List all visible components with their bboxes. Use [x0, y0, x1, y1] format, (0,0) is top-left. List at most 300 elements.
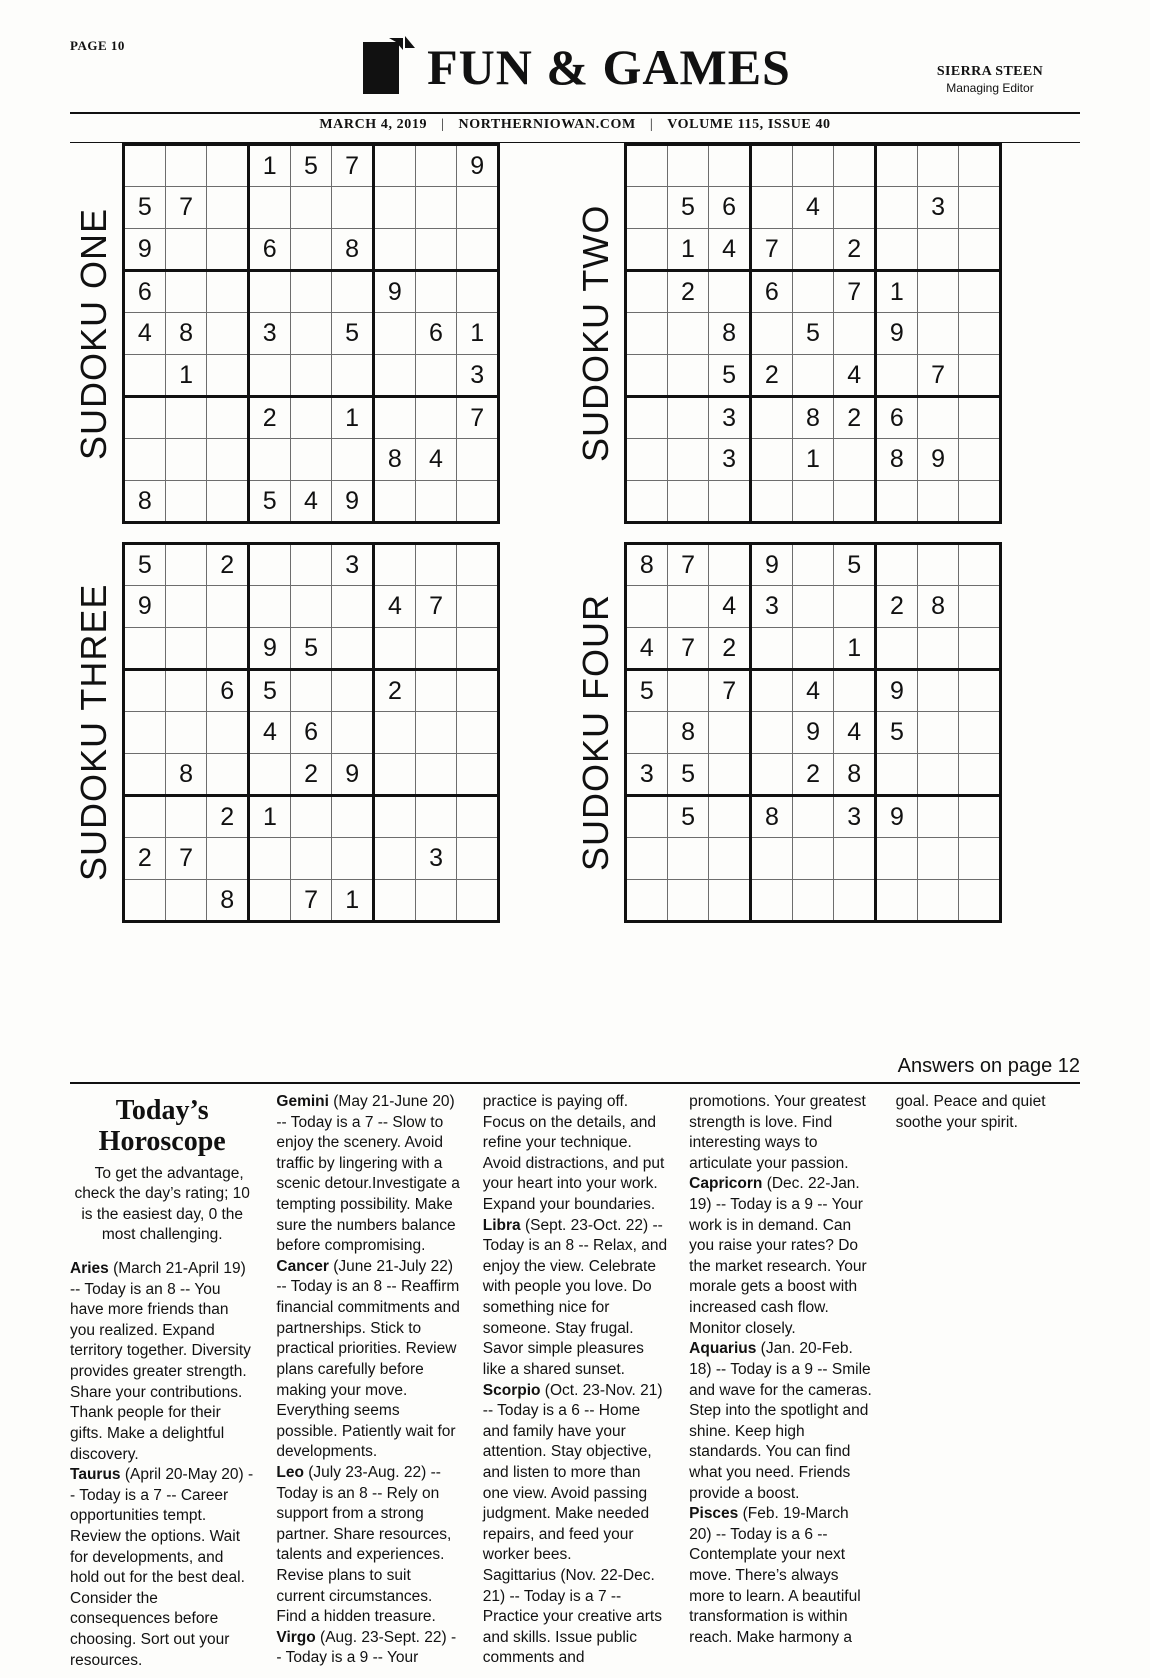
- sudoku-cell[interactable]: 9: [876, 313, 918, 355]
- sudoku-cell[interactable]: 8: [876, 439, 918, 481]
- sudoku-cell[interactable]: 4: [709, 229, 751, 271]
- sudoku-cell[interactable]: [876, 544, 918, 586]
- sudoku-cell[interactable]: 8: [834, 754, 876, 796]
- sudoku-cell[interactable]: 2: [207, 796, 249, 838]
- sudoku-cell[interactable]: [415, 229, 457, 271]
- sudoku-cell[interactable]: 6: [709, 187, 751, 229]
- sudoku-cell[interactable]: 8: [917, 586, 959, 628]
- sudoku-cell[interactable]: 1: [792, 439, 834, 481]
- sudoku-cell[interactable]: [626, 838, 668, 880]
- sudoku-cell[interactable]: [457, 481, 499, 523]
- sudoku-cell[interactable]: 8: [165, 313, 207, 355]
- sudoku-cell[interactable]: [415, 271, 457, 313]
- sudoku-cell[interactable]: 9: [332, 481, 374, 523]
- sudoku-cell[interactable]: 2: [834, 397, 876, 439]
- sudoku-cell[interactable]: [917, 145, 959, 187]
- sudoku-cell[interactable]: [207, 712, 249, 754]
- sudoku-cell[interactable]: [667, 838, 709, 880]
- sudoku-cell[interactable]: [290, 586, 332, 628]
- sudoku-cell[interactable]: [249, 880, 291, 922]
- sudoku-cell[interactable]: 7: [834, 271, 876, 313]
- sudoku-cell[interactable]: [709, 796, 751, 838]
- sudoku-cell[interactable]: [751, 754, 793, 796]
- sudoku-cell[interactable]: [457, 271, 499, 313]
- sudoku-cell[interactable]: 4: [792, 187, 834, 229]
- sudoku-cell[interactable]: [332, 796, 374, 838]
- sudoku-cell[interactable]: 6: [248, 229, 290, 271]
- sudoku-cell[interactable]: [165, 271, 207, 313]
- sudoku-cell[interactable]: [165, 481, 207, 523]
- sudoku-cell[interactable]: [457, 796, 499, 838]
- sudoku-cell[interactable]: [207, 145, 249, 187]
- sudoku-cell[interactable]: [834, 670, 876, 712]
- sudoku-cell[interactable]: [792, 271, 834, 313]
- sudoku-cell[interactable]: [165, 880, 207, 922]
- sudoku-cell[interactable]: 7: [415, 586, 457, 628]
- sudoku-cell[interactable]: [165, 229, 207, 271]
- sudoku-cell[interactable]: 5: [124, 544, 166, 586]
- sudoku-cell[interactable]: 3: [709, 439, 751, 481]
- sudoku-cell[interactable]: 5: [290, 145, 332, 187]
- sudoku-two-grid[interactable]: [624, 143, 1002, 524]
- sudoku-cell[interactable]: [207, 313, 249, 355]
- sudoku-cell[interactable]: 1: [249, 796, 291, 838]
- sudoku-cell[interactable]: [165, 439, 207, 481]
- sudoku-cell[interactable]: 8: [751, 796, 793, 838]
- sudoku-cell[interactable]: 9: [332, 754, 374, 796]
- sudoku-cell[interactable]: [792, 544, 834, 586]
- sudoku-cell[interactable]: [834, 187, 876, 229]
- sudoku-cell[interactable]: 2: [876, 586, 918, 628]
- sudoku-cell[interactable]: [248, 439, 290, 481]
- sudoku-cell[interactable]: [626, 229, 668, 271]
- sudoku-cell[interactable]: 3: [248, 313, 290, 355]
- sudoku-cell[interactable]: 9: [876, 796, 918, 838]
- sudoku-cell[interactable]: 3: [332, 544, 374, 586]
- sudoku-cell[interactable]: 7: [332, 145, 374, 187]
- sudoku-cell[interactable]: [415, 880, 457, 922]
- sudoku-cell[interactable]: [290, 439, 332, 481]
- sudoku-cell[interactable]: [290, 796, 332, 838]
- sudoku-cell[interactable]: [332, 355, 374, 397]
- sudoku-cell[interactable]: 2: [667, 271, 709, 313]
- sudoku-cell[interactable]: [626, 271, 668, 313]
- sudoku-cell[interactable]: [248, 271, 290, 313]
- sudoku-cell[interactable]: [249, 544, 291, 586]
- sudoku-cell[interactable]: [332, 439, 374, 481]
- sudoku-cell[interactable]: [876, 754, 918, 796]
- sudoku-cell[interactable]: [124, 754, 166, 796]
- sudoku-cell[interactable]: [750, 439, 792, 481]
- sudoku-cell[interactable]: [751, 838, 793, 880]
- sudoku-cell[interactable]: [457, 586, 499, 628]
- sudoku-cell[interactable]: [165, 712, 207, 754]
- sudoku-cell[interactable]: [917, 544, 959, 586]
- sudoku-cell[interactable]: [917, 481, 959, 523]
- sudoku-cell[interactable]: [207, 397, 249, 439]
- sudoku-cell[interactable]: 8: [709, 313, 751, 355]
- sudoku-cell[interactable]: [457, 754, 499, 796]
- sudoku-cell[interactable]: [249, 586, 291, 628]
- sudoku-cell[interactable]: [876, 355, 918, 397]
- sudoku-cell[interactable]: 6: [290, 712, 332, 754]
- sudoku-cell[interactable]: [207, 754, 249, 796]
- sudoku-cell[interactable]: [792, 481, 834, 523]
- sudoku-cell[interactable]: 9: [373, 271, 415, 313]
- sudoku-cell[interactable]: 2: [374, 670, 416, 712]
- sudoku-cell[interactable]: [626, 880, 668, 922]
- sudoku-cell[interactable]: [124, 796, 166, 838]
- sudoku-cell[interactable]: 5: [626, 670, 668, 712]
- sudoku-cell[interactable]: 5: [667, 187, 709, 229]
- sudoku-cell[interactable]: 4: [124, 313, 166, 355]
- sudoku-cell[interactable]: 8: [373, 439, 415, 481]
- sudoku-cell[interactable]: 6: [876, 397, 918, 439]
- sudoku-cell[interactable]: [332, 187, 374, 229]
- sudoku-cell[interactable]: [290, 397, 332, 439]
- sudoku-cell[interactable]: 5: [332, 313, 374, 355]
- sudoku-cell[interactable]: [290, 355, 332, 397]
- sudoku-cell[interactable]: 7: [165, 838, 207, 880]
- sudoku-cell[interactable]: 7: [667, 544, 709, 586]
- sudoku-cell[interactable]: [415, 712, 457, 754]
- sudoku-cell[interactable]: [207, 271, 249, 313]
- sudoku-cell[interactable]: 4: [626, 628, 668, 670]
- sudoku-cell[interactable]: [626, 712, 668, 754]
- sudoku-cell[interactable]: 4: [834, 355, 876, 397]
- sudoku-cell[interactable]: [249, 754, 291, 796]
- sudoku-cell[interactable]: 8: [124, 481, 166, 523]
- sudoku-cell[interactable]: 3: [415, 838, 457, 880]
- sudoku-cell[interactable]: [415, 754, 457, 796]
- sudoku-cell[interactable]: [792, 628, 834, 670]
- sudoku-cell[interactable]: [792, 145, 834, 187]
- sudoku-cell[interactable]: [751, 670, 793, 712]
- sudoku-cell[interactable]: [373, 313, 415, 355]
- sudoku-cell[interactable]: [457, 628, 499, 670]
- sudoku-cell[interactable]: 8: [667, 712, 709, 754]
- sudoku-cell[interactable]: [207, 187, 249, 229]
- sudoku-cell[interactable]: [876, 229, 918, 271]
- sudoku-cell[interactable]: 9: [457, 145, 499, 187]
- sudoku-cell[interactable]: [834, 586, 876, 628]
- sudoku-cell[interactable]: 8: [792, 397, 834, 439]
- sudoku-cell[interactable]: [959, 229, 1001, 271]
- sudoku-cell[interactable]: [917, 313, 959, 355]
- sudoku-cell[interactable]: [667, 313, 709, 355]
- sudoku-cell[interactable]: 2: [207, 544, 249, 586]
- sudoku-cell[interactable]: [415, 187, 457, 229]
- sudoku-cell[interactable]: 7: [709, 670, 751, 712]
- sudoku-cell[interactable]: 2: [248, 397, 290, 439]
- sudoku-cell[interactable]: 8: [332, 229, 374, 271]
- sudoku-cell[interactable]: 5: [834, 544, 876, 586]
- sudoku-cell[interactable]: [834, 313, 876, 355]
- sudoku-cell[interactable]: [667, 439, 709, 481]
- sudoku-cell[interactable]: 9: [124, 229, 166, 271]
- sudoku-cell[interactable]: 1: [457, 313, 499, 355]
- sudoku-cell[interactable]: [415, 628, 457, 670]
- sudoku-cell[interactable]: [876, 628, 918, 670]
- sudoku-cell[interactable]: [207, 439, 249, 481]
- sudoku-cell[interactable]: [959, 145, 1001, 187]
- sudoku-cell[interactable]: [124, 397, 166, 439]
- sudoku-cell[interactable]: [917, 670, 959, 712]
- sudoku-cell[interactable]: 7: [750, 229, 792, 271]
- sudoku-cell[interactable]: [124, 439, 166, 481]
- sudoku-cell[interactable]: 2: [834, 229, 876, 271]
- sudoku-cell[interactable]: 1: [332, 397, 374, 439]
- sudoku-cell[interactable]: [750, 187, 792, 229]
- sudoku-cell[interactable]: [374, 712, 416, 754]
- sudoku-cell[interactable]: [792, 355, 834, 397]
- sudoku-cell[interactable]: [248, 187, 290, 229]
- sudoku-cell[interactable]: [332, 628, 374, 670]
- sudoku-cell[interactable]: [917, 271, 959, 313]
- sudoku-cell[interactable]: [959, 439, 1001, 481]
- sudoku-cell[interactable]: [876, 880, 918, 922]
- sudoku-cell[interactable]: 4: [709, 586, 751, 628]
- sudoku-cell[interactable]: 1: [248, 145, 290, 187]
- sudoku-cell[interactable]: 2: [290, 754, 332, 796]
- sudoku-cell[interactable]: [626, 586, 668, 628]
- sudoku-cell[interactable]: [834, 880, 876, 922]
- sudoku-cell[interactable]: [626, 439, 668, 481]
- sudoku-cell[interactable]: 5: [290, 628, 332, 670]
- sudoku-cell[interactable]: 3: [457, 355, 499, 397]
- sudoku-cell[interactable]: [917, 754, 959, 796]
- sudoku-cell[interactable]: [876, 481, 918, 523]
- sudoku-three-grid[interactable]: [122, 542, 500, 923]
- sudoku-cell[interactable]: 1: [332, 880, 374, 922]
- sudoku-cell[interactable]: [667, 355, 709, 397]
- sudoku-cell[interactable]: [959, 796, 1001, 838]
- sudoku-cell[interactable]: [207, 838, 249, 880]
- sudoku-cell[interactable]: 3: [626, 754, 668, 796]
- sudoku-four-grid[interactable]: [624, 542, 1002, 923]
- sudoku-cell[interactable]: 7: [667, 628, 709, 670]
- sudoku-cell[interactable]: [332, 712, 374, 754]
- sudoku-cell[interactable]: [626, 313, 668, 355]
- sudoku-cell[interactable]: 8: [626, 544, 668, 586]
- sudoku-cell[interactable]: [709, 838, 751, 880]
- sudoku-cell[interactable]: [750, 481, 792, 523]
- sudoku-cell[interactable]: 4: [415, 439, 457, 481]
- sudoku-cell[interactable]: [959, 754, 1001, 796]
- sudoku-cell[interactable]: 9: [792, 712, 834, 754]
- sudoku-cell[interactable]: [415, 481, 457, 523]
- sudoku-cell[interactable]: [792, 880, 834, 922]
- sudoku-cell[interactable]: [415, 544, 457, 586]
- sudoku-cell[interactable]: [959, 355, 1001, 397]
- sudoku-cell[interactable]: [290, 187, 332, 229]
- sudoku-cell[interactable]: 9: [751, 544, 793, 586]
- sudoku-cell[interactable]: [457, 838, 499, 880]
- sudoku-cell[interactable]: [374, 754, 416, 796]
- sudoku-cell[interactable]: [332, 586, 374, 628]
- sudoku-cell[interactable]: [373, 481, 415, 523]
- sudoku-cell[interactable]: [626, 187, 668, 229]
- sudoku-cell[interactable]: [124, 145, 166, 187]
- sudoku-cell[interactable]: [626, 397, 668, 439]
- sudoku-cell[interactable]: [751, 628, 793, 670]
- sudoku-cell[interactable]: 4: [792, 670, 834, 712]
- sudoku-cell[interactable]: 9: [249, 628, 291, 670]
- sudoku-cell[interactable]: [792, 586, 834, 628]
- sudoku-cell[interactable]: [415, 670, 457, 712]
- sudoku-cell[interactable]: [751, 880, 793, 922]
- sudoku-cell[interactable]: [750, 397, 792, 439]
- sudoku-cell[interactable]: 6: [415, 313, 457, 355]
- sudoku-cell[interactable]: [876, 187, 918, 229]
- sudoku-cell[interactable]: [165, 796, 207, 838]
- sudoku-cell[interactable]: [374, 880, 416, 922]
- sudoku-cell[interactable]: [373, 229, 415, 271]
- sudoku-cell[interactable]: [373, 397, 415, 439]
- sudoku-cell[interactable]: [290, 313, 332, 355]
- sudoku-cell[interactable]: 7: [290, 880, 332, 922]
- sudoku-cell[interactable]: 3: [834, 796, 876, 838]
- sudoku-cell[interactable]: [917, 628, 959, 670]
- sudoku-cell[interactable]: [959, 187, 1001, 229]
- sudoku-cell[interactable]: 5: [124, 187, 166, 229]
- sudoku-cell[interactable]: [667, 880, 709, 922]
- sudoku-cell[interactable]: 3: [917, 187, 959, 229]
- sudoku-cell[interactable]: [667, 145, 709, 187]
- sudoku-cell[interactable]: [959, 880, 1001, 922]
- sudoku-cell[interactable]: [626, 355, 668, 397]
- sudoku-cell[interactable]: 5: [876, 712, 918, 754]
- sudoku-cell[interactable]: [415, 796, 457, 838]
- sudoku-cell[interactable]: 1: [667, 229, 709, 271]
- sudoku-cell[interactable]: [290, 838, 332, 880]
- sudoku-cell[interactable]: 6: [207, 670, 249, 712]
- sudoku-cell[interactable]: [374, 796, 416, 838]
- sudoku-cell[interactable]: 9: [917, 439, 959, 481]
- sudoku-cell[interactable]: 2: [709, 628, 751, 670]
- sudoku-cell[interactable]: [415, 355, 457, 397]
- sudoku-cell[interactable]: 5: [667, 796, 709, 838]
- sudoku-cell[interactable]: [667, 397, 709, 439]
- sudoku-cell[interactable]: [917, 229, 959, 271]
- sudoku-cell[interactable]: [959, 586, 1001, 628]
- sudoku-cell[interactable]: [165, 628, 207, 670]
- sudoku-cell[interactable]: [834, 838, 876, 880]
- sudoku-cell[interactable]: [709, 880, 751, 922]
- sudoku-cell[interactable]: [792, 796, 834, 838]
- sudoku-cell[interactable]: [709, 544, 751, 586]
- sudoku-cell[interactable]: 7: [165, 187, 207, 229]
- sudoku-cell[interactable]: 5: [248, 481, 290, 523]
- sudoku-cell[interactable]: [249, 838, 291, 880]
- sudoku-cell[interactable]: [667, 586, 709, 628]
- sudoku-cell[interactable]: 1: [165, 355, 207, 397]
- sudoku-cell[interactable]: 3: [751, 586, 793, 628]
- sudoku-cell[interactable]: [290, 271, 332, 313]
- sudoku-cell[interactable]: [124, 628, 166, 670]
- sudoku-cell[interactable]: [626, 481, 668, 523]
- sudoku-cell[interactable]: [248, 355, 290, 397]
- sudoku-cell[interactable]: [124, 670, 166, 712]
- sudoku-cell[interactable]: [959, 670, 1001, 712]
- sudoku-cell[interactable]: [165, 586, 207, 628]
- sudoku-cell[interactable]: [207, 481, 249, 523]
- sudoku-cell[interactable]: [457, 544, 499, 586]
- sudoku-cell[interactable]: [834, 481, 876, 523]
- sudoku-cell[interactable]: [457, 229, 499, 271]
- sudoku-cell[interactable]: [709, 145, 751, 187]
- sudoku-cell[interactable]: [709, 712, 751, 754]
- sudoku-cell[interactable]: [207, 229, 249, 271]
- sudoku-cell[interactable]: [457, 439, 499, 481]
- sudoku-cell[interactable]: [792, 229, 834, 271]
- sudoku-cell[interactable]: 3: [709, 397, 751, 439]
- sudoku-cell[interactable]: [667, 670, 709, 712]
- sudoku-cell[interactable]: [373, 355, 415, 397]
- sudoku-cell[interactable]: [959, 628, 1001, 670]
- sudoku-cell[interactable]: 7: [917, 355, 959, 397]
- sudoku-cell[interactable]: [917, 397, 959, 439]
- sudoku-cell[interactable]: [959, 271, 1001, 313]
- sudoku-cell[interactable]: 8: [207, 880, 249, 922]
- sudoku-cell[interactable]: [374, 628, 416, 670]
- sudoku-cell[interactable]: 5: [667, 754, 709, 796]
- sudoku-cell[interactable]: [374, 838, 416, 880]
- sudoku-cell[interactable]: [917, 838, 959, 880]
- sudoku-cell[interactable]: 6: [124, 271, 166, 313]
- sudoku-cell[interactable]: 2: [124, 838, 166, 880]
- sudoku-cell[interactable]: [834, 145, 876, 187]
- sudoku-cell[interactable]: 5: [249, 670, 291, 712]
- sudoku-cell[interactable]: [457, 187, 499, 229]
- sudoku-cell[interactable]: [165, 670, 207, 712]
- sudoku-cell[interactable]: 5: [709, 355, 751, 397]
- sudoku-cell[interactable]: [959, 481, 1001, 523]
- sudoku-cell[interactable]: [457, 880, 499, 922]
- sudoku-cell[interactable]: [124, 712, 166, 754]
- sudoku-cell[interactable]: [959, 838, 1001, 880]
- sudoku-cell[interactable]: 1: [834, 628, 876, 670]
- sudoku-cell[interactable]: [917, 796, 959, 838]
- sudoku-cell[interactable]: [290, 670, 332, 712]
- sudoku-cell[interactable]: [415, 145, 457, 187]
- sudoku-cell[interactable]: [374, 544, 416, 586]
- sudoku-cell[interactable]: 9: [876, 670, 918, 712]
- sudoku-cell[interactable]: [165, 544, 207, 586]
- sudoku-cell[interactable]: [207, 586, 249, 628]
- sudoku-cell[interactable]: [750, 313, 792, 355]
- sudoku-cell[interactable]: [124, 355, 166, 397]
- sudoku-cell[interactable]: [332, 271, 374, 313]
- sudoku-cell[interactable]: [124, 880, 166, 922]
- sudoku-cell[interactable]: [792, 838, 834, 880]
- sudoku-cell[interactable]: [457, 670, 499, 712]
- sudoku-cell[interactable]: [709, 271, 751, 313]
- sudoku-cell[interactable]: [626, 796, 668, 838]
- sudoku-cell[interactable]: [207, 628, 249, 670]
- sudoku-cell[interactable]: [332, 838, 374, 880]
- sudoku-cell[interactable]: [207, 355, 249, 397]
- sudoku-cell[interactable]: [709, 481, 751, 523]
- sudoku-cell[interactable]: [667, 481, 709, 523]
- sudoku-cell[interactable]: [959, 397, 1001, 439]
- sudoku-cell[interactable]: [373, 145, 415, 187]
- sudoku-cell[interactable]: [751, 712, 793, 754]
- sudoku-cell[interactable]: [959, 712, 1001, 754]
- sudoku-cell[interactable]: 7: [457, 397, 499, 439]
- sudoku-cell[interactable]: 5: [792, 313, 834, 355]
- sudoku-cell[interactable]: [959, 313, 1001, 355]
